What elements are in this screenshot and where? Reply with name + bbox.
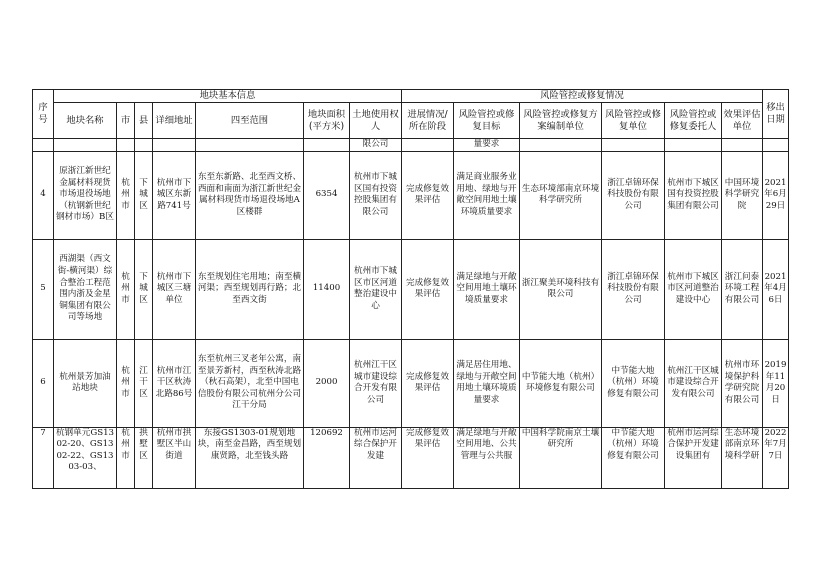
cell-no: 7 — [33, 427, 54, 488]
cell-owner: 杭州市运河综合保护开发建 — [350, 427, 402, 488]
header-repair-unit: 风险管控或修复单位 — [602, 103, 665, 139]
header-name: 地块名称 — [54, 103, 117, 139]
cell-progress: 完成修复效果评估 — [402, 427, 454, 488]
cell-target: 满足绿地与开敞空间用地土壤环境质量要求 — [454, 239, 520, 339]
header-address: 详细地址 — [153, 103, 196, 139]
prev-target-tail: 量要求 — [454, 139, 520, 152]
header-group-risk: 风险管控或修复情况 — [402, 90, 763, 103]
cell-plan-unit: 中国科学院南京土壤研究所 — [520, 427, 602, 488]
cell-bounds: 东至东新路、北至西文桥、西面和南面为浙江新世纪金属材料现货市场退役场地A区楼群 — [196, 151, 304, 239]
cell-address: 杭州市拱墅区半山街道 — [153, 427, 196, 488]
land-plot-table-page — [32, 89, 789, 489]
header-bounds: 四至范围 — [196, 103, 304, 139]
header-client: 风险管控或修复委托人 — [665, 103, 722, 139]
cell-address: 杭州市下城区东新路741号 — [153, 151, 196, 239]
cell-no: 4 — [33, 151, 54, 239]
cell-owner: 杭州市下城区市区河道整治建设中心 — [350, 239, 402, 339]
cell-city: 杭州市 — [117, 427, 135, 488]
header-area: 地块面积(平方米) — [304, 103, 350, 139]
cell-address: 杭州市下城区三塘单位 — [153, 239, 196, 339]
cell-client: 杭州江干区城市建设综合开发有限公司 — [665, 339, 722, 427]
table-row — [33, 151, 789, 239]
cell-date: 2021年6月29日 — [763, 151, 789, 239]
table-row — [33, 239, 789, 339]
cell-name: 原浙江新世纪金属材料现货市场退役场地（杭钢新世纪钢材市场）B区 — [54, 151, 117, 239]
prev-row-tail — [33, 139, 789, 152]
header-progress: 进展情况/所在阶段 — [402, 103, 454, 139]
cell-progress: 完成修复效果评估 — [402, 239, 454, 339]
cell-owner: 杭州市下城区国有投资控股集团有限公司 — [350, 151, 402, 239]
header-target: 风险管控或修复目标 — [454, 103, 520, 139]
cell-area: 11400 — [304, 239, 350, 339]
header-county: 县 — [135, 103, 153, 139]
cell-target: 满足居住用地、绿地与开敞空间用地土壤环境质量要求 — [454, 339, 520, 427]
cell-address: 杭州市江干区秋涛北路86号 — [153, 339, 196, 427]
cell-county: 拱墅区 — [135, 427, 153, 488]
header-seq: 序号 — [33, 90, 54, 139]
header-group-basic: 地块基本信息 — [54, 90, 402, 103]
cell-name: 杭钢单元GS1302-20、GS1302-22、GS1303-03、 — [54, 427, 117, 488]
table-row — [33, 339, 789, 427]
cell-county: 下城区 — [135, 151, 153, 239]
cell-city: 杭州市 — [117, 239, 135, 339]
cell-county: 下城区 — [135, 239, 153, 339]
cell-plan-unit: 中节能大地（杭州）环境修复有限公司 — [520, 339, 602, 427]
cell-date: 2021年4月6日 — [763, 239, 789, 339]
cell-repair-unit: 浙江卓锦环保科技股份有限公司 — [602, 239, 665, 339]
header-remove-date: 移出日期 — [763, 90, 789, 139]
cell-area: 120692 — [304, 427, 350, 488]
prev-owner-tail: 限公司 — [350, 139, 402, 152]
cell-city: 杭州市 — [117, 151, 135, 239]
cell-client: 杭州市下城区市区河道整治建设中心 — [665, 239, 722, 339]
cell-client: 杭州市下城区国有投资控股集团有限公司 — [665, 151, 722, 239]
cell-repair-unit: 中节能大地（杭州）环境修复有限公司 — [602, 427, 665, 488]
cell-bounds: 东接GS1303-01规划地块，南至金昌路，西至规划康贤路，北至钱头路 — [196, 427, 304, 488]
cell-no: 6 — [33, 339, 54, 427]
cell-name: 西湖渠（西文街-横河渠）综合整治工程范围内浙及金星铜集团有限公司等场地 — [54, 239, 117, 339]
cell-owner: 杭州江干区城市建设综合开发有限公司 — [350, 339, 402, 427]
cell-date: 2022年7月7日 — [763, 427, 789, 488]
cell-county: 江干区 — [135, 339, 153, 427]
header-group-row — [33, 90, 789, 103]
header-city: 市 — [117, 103, 135, 139]
header-column-row — [33, 103, 789, 139]
cell-city: 杭州市 — [117, 339, 135, 427]
cell-date: 2019年11月20日 — [763, 339, 789, 427]
table-row — [33, 427, 789, 488]
header-owner: 土地使用权人 — [350, 103, 402, 139]
cell-eval-unit: 杭州市环境保护科学研究院有限公司 — [722, 339, 763, 427]
cell-target: 满足绿地与开敞空间用地、公共管理与公共服 — [454, 427, 520, 488]
cell-repair-unit: 浙江卓锦环保科技股份有限公司 — [602, 151, 665, 239]
cell-name: 杭州景芳加油站地块 — [54, 339, 117, 427]
land-plot-table — [32, 89, 789, 489]
cell-area: 2000 — [304, 339, 350, 427]
header-eval-unit: 效果评估单位 — [722, 103, 763, 139]
cell-progress: 完成修复效果评估 — [402, 151, 454, 239]
header-plan-unit: 风险管控或修复方案编制单位 — [520, 103, 602, 139]
cell-repair-unit: 中节能大地（杭州）环境修复有限公司 — [602, 339, 665, 427]
cell-plan-unit: 浙江聚美环境科技有限公司 — [520, 239, 602, 339]
cell-plan-unit: 生态环境部南京环境科学研究所 — [520, 151, 602, 239]
cell-client: 杭州市运河综合保护开发建设集团有 — [665, 427, 722, 488]
cell-target: 满足商业服务业用地、绿地与开敞空间用地土壤环境质量要求 — [454, 151, 520, 239]
cell-area: 6354 — [304, 151, 350, 239]
cell-eval-unit: 中国环境科学研究院 — [722, 151, 763, 239]
cell-no: 5 — [33, 239, 54, 339]
cell-progress: 完成修复效果评估 — [402, 339, 454, 427]
cell-eval-unit: 生态环境部南京环境科学研 — [722, 427, 763, 488]
cell-bounds: 东至杭州三叉老年公寓，南至景芳新村，西至秋涛北路（秋石高架），北至中国电信股份有限公司杭州分公司江干分局 — [196, 339, 304, 427]
cell-bounds: 东至规划住宅用地；南至横河渠；西至规划再行路；北至西文街 — [196, 239, 304, 339]
cell-eval-unit: 浙江问泰环境工程有限公司 — [722, 239, 763, 339]
